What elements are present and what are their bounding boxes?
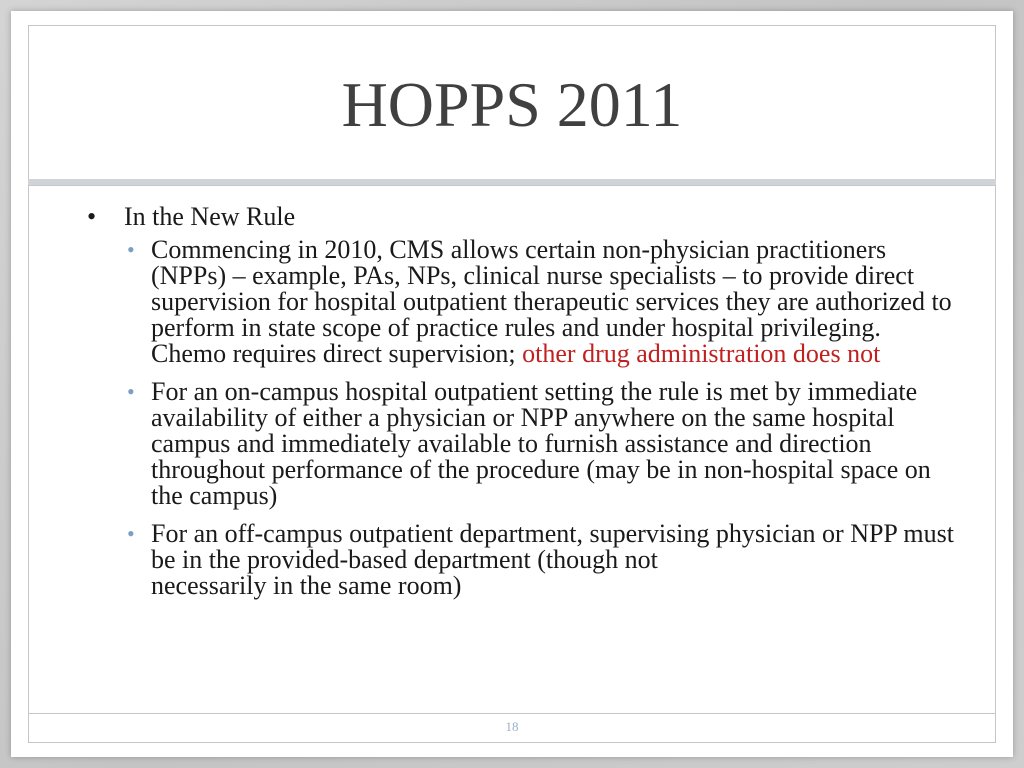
- slide-title: HOPPS 2011: [341, 69, 683, 140]
- sub-bullet-text: For an on-campus hospital outpatient setting the rule is met by immediate availability of either a physician or NPP anywhere on the same hospital campus and immediately available to furnish assistance and direction throughout performance of the procedure (may be in non-hospital space on the campus): [151, 377, 931, 510]
- sub-bullet-marker: •: [127, 237, 135, 262]
- sub-bullet-text-continued: necessarily in the same room): [151, 571, 462, 600]
- sub-bullet-marker: •: [127, 521, 135, 546]
- sub-bullet-text: Commencing in 2010, CMS allows certain non-physician practitioners (NPPs) – example, PAs, NPs, clinical nurse specialists – to provide direct supervision for hospital outpatient therapeutic services they are authorized to perform in state scope of practice rules and under hospital privileging. Chemo requires direct supervision;: [151, 235, 952, 368]
- highlighted-text: other drug administration does not: [522, 339, 881, 368]
- sub-bullet-item: [81, 521, 961, 599]
- page-number: 18: [505, 719, 519, 734]
- title-divider: [28, 179, 996, 185]
- sub-bullet-item: [81, 379, 961, 509]
- bullet-marker: •: [87, 202, 97, 231]
- slide-content: [81, 203, 961, 611]
- bullet-item: [81, 203, 961, 231]
- slide-frame: [11, 11, 1013, 757]
- sub-bullet-marker: •: [127, 379, 135, 404]
- footer-divider: [28, 713, 996, 714]
- bullet-text: In the New Rule: [124, 202, 296, 231]
- sub-bullet-item: [81, 237, 961, 367]
- sub-bullet-text: For an off-campus outpatient department, supervising physician or NPP must be in the provided-based department (though not: [151, 519, 954, 574]
